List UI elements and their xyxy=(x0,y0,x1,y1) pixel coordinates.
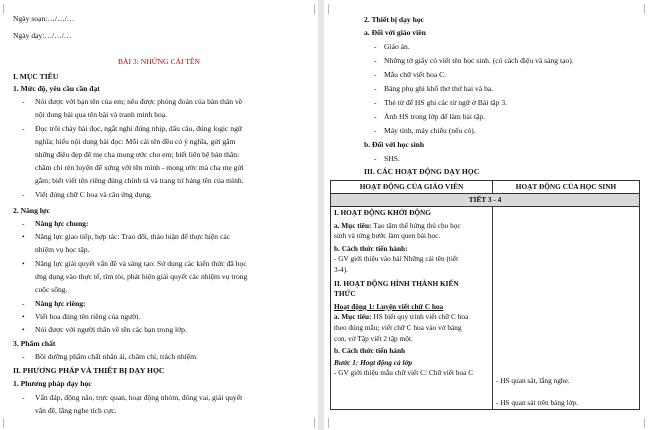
procedure-text: - GV giới thiệu vào bài Những cái tên (tiết xyxy=(334,254,459,264)
date-compose: Ngày soạn:…/…/… xyxy=(13,14,75,23)
objective-1-line: nội dung bài qua tên bài và tranh minh hoạ. xyxy=(35,110,168,119)
crop-mark xyxy=(636,4,645,14)
activity-knowledge-title-cont: THỨC xyxy=(334,289,356,299)
step-1-text: - GV giới thiệu mẫu chữ viết C: Chữ viết hoa C xyxy=(334,368,474,378)
objective-2-line: Đọc trôi chảy bài đọc, ngắt nghỉ đúng nhịp, dấu câu, đúng logic ngữ xyxy=(35,124,242,133)
header-teacher-activity: HOẠT ĐỘNG CỦA GIÁO VIÊN xyxy=(331,181,493,194)
general-competence-title: Năng lực chung: xyxy=(35,219,89,228)
crop-mark xyxy=(328,418,337,428)
crop-mark xyxy=(306,418,315,428)
subsection-teaching-method: 1. Phương pháp dạy học xyxy=(13,379,92,388)
activity-startup-title: I. HOẠT ĐỘNG KHỞI ĐỘNG xyxy=(334,208,431,217)
table-header-row xyxy=(331,181,640,194)
activity-knowledge-title: II. HOẠT ĐỘNG HÌNH THÀNH KIẾN xyxy=(334,278,459,288)
goal-text-cont: sinh và từng bước làm quen bài học. xyxy=(334,231,441,241)
teacher-equipment-item: Ảnh HS trong lớp để làm bài tập. xyxy=(384,112,486,121)
crop-mark xyxy=(306,4,315,14)
objective-2-line: nghĩa; hiểu nội dung bài đọc: Mỗi cái tên đều có ý nghĩa, gửi gắm xyxy=(35,137,236,146)
specific-competence-title: Năng lực riêng: xyxy=(35,299,86,308)
general-competence-2: Năng lực giải quyết vấn đề và sáng tạo: Sử dụng các kiến thức đã học xyxy=(35,259,247,268)
goal-text: Tạo tâm thế hứng thú cho học xyxy=(371,220,461,230)
teacher-equipment-item: Bảng phụ ghi khổ thơ thứ hai và ba. xyxy=(384,84,494,93)
teacher-equipment-title: a. Đối với giáo viên xyxy=(364,28,426,37)
crop-mark xyxy=(3,4,12,14)
period-label: TIẾT 3 - 4 xyxy=(331,194,640,207)
goal-label: a. Mục tiêu: xyxy=(334,220,372,230)
crop-mark xyxy=(636,418,645,428)
lesson-title: BÀI 3: NHỮNG CÁI TÊN xyxy=(117,57,201,66)
section-activities: III. CÁC HOẠT ĐỘNG DẠY HỌC xyxy=(364,167,480,176)
method-item: vấn đề, lắng nghe tích cực. xyxy=(35,406,117,415)
student-equipment-title: b. Đối với học sinh xyxy=(364,140,425,149)
subsection-quality: 3. Phẩm chất xyxy=(13,339,56,348)
goal-text-cont: theo đúng mẫu; viết chữ C hoa vào vở bảng xyxy=(334,322,462,332)
table-row xyxy=(331,207,640,410)
specific-competence-1: Viết hoa đúng tên riêng của người. xyxy=(35,312,141,321)
subsection-competence: 2. Năng lực xyxy=(13,206,50,215)
header-student-activity: HOẠT ĐỘNG CỦA HỌC SINH xyxy=(493,181,640,194)
teacher-equipment-item: Những tờ giấy có viết tên học sinh. (có cách điệu và sáng tạo). xyxy=(384,56,574,65)
general-competence-2: ứng dụng vào thực tế, tìm tòi, phát hiện giải quyết các nhiệm vụ trong xyxy=(35,272,248,281)
date-teach: Ngày dạy:…/…/… xyxy=(13,31,72,40)
general-competence-2: cuộc sống. xyxy=(35,285,68,294)
goal-text-cont: con, vở Tập viết 2 tập một. xyxy=(334,333,413,343)
objective-1-line: Nói được với bạn tên của em; nêu được phỏng đoán của bản thân về xyxy=(35,97,243,106)
subsection-requirements: 1. Mức độ, yêu cầu cần đạt xyxy=(13,84,100,93)
procedure-label: b. Cách thức tiến hành: xyxy=(334,243,408,253)
section-objectives: I. MỤC TIÊU xyxy=(13,72,59,81)
step-1-title: Bước 1: Hoạt động cả lớp xyxy=(334,357,413,367)
teacher-equipment-item: Giáo án. xyxy=(384,42,410,51)
method-item: Vấn đáp, động não, trực quan, hoạt động nhóm, đóng vai, giải quyết xyxy=(35,393,243,402)
teacher-equipment-item: Thẻ từ để HS ghi các từ ngữ ở Bài tập 3. xyxy=(384,98,508,107)
specific-competence-2: Nói được với người thân về tên các bạn trong lớp. xyxy=(35,325,187,334)
objective-2-line: những điều đẹp đẽ mẹ cha mong ước cho em; biết liên hệ bản thân: xyxy=(35,150,240,159)
objective-2-line: gắm; biết viết tên riêng đúng chính tả và trang trí bảng tên của mình. xyxy=(35,176,244,185)
goal-text: HS biết quy trình viết chữ C hoa xyxy=(371,312,469,322)
document-page-left: Ngày soạn:…/…/… Ngày dạy:…/…/… BÀI 3: NHỮNG CÁI TÊN I. MỤC TIÊU 1. Mức độ, yêu cầu cần đạt - Nói được với bạn tên của em; nêu được phỏng đoán của bản thân về nội dung bài qua tên bài và tranh minh hoạ. - Đọc trôi chảy bài đọc, ngắt nghỉ đúng nhịp, dấu câu, đúng logic ngữ nghĩa; hiểu nội dung bài đọc: Mỗi cái tên đều có ý nghĩa, gửi gắm những điều đẹp đẽ mẹ cha mong ước cho em; biết liên hệ bản thân: chăm chỉ rèn luyện để xứng với tên mình - mong ước mà cha mẹ gửi gắm; biết viết tên riêng đúng chính tả và trang trí bảng tên của mình. - Viết đúng chữ C hoa và câu ứng dụng. 2. Năng lực - Năng lực chung: • Năng lực giao tiếp, hợp tác: Trao đổi, thảo luận để thực hiện các nhiệm vụ học tập. • Năng lực giải quyết vấn đề và sáng tạo: Sử dụng các kiến thức đã học ứng dụng vào thực tế, tìm tòi, phát hiện giải quyết các nhiệm vụ trong cuộc sống. - Năng lực riêng: • Viết hoa đúng tên riêng của người. • Nói được với người thân về tên các bạn trong lớp. 3. Phẩm chất - Bồi dưỡng phẩm chất nhân ái, chăm chỉ, trách nhiệm. II. PHƯƠNG PHÁP VÀ THIẾT BỊ DẠY HỌC 1. Phương pháp dạy học - Vấn đáp, động não, trực quan, hoạt động nhóm, đóng vai, giải quyết vấn đề, lắng nghe tích cực. xyxy=(0,0,318,430)
teacher-equipment-item: Máy tính, máy chiếu (nếu có). xyxy=(384,126,476,135)
crop-mark xyxy=(3,418,12,428)
section-methods: II. PHƯƠNG PHÁP VÀ THIẾT BỊ DẠY HỌC xyxy=(13,366,165,375)
goal-label: a. Mục tiêu: xyxy=(334,312,372,322)
student-activity-observe: - HS quan sát, lắng nghe. xyxy=(496,376,570,385)
document-page-right: 2. Thiết bị dạy học a. Đối với giáo viên - Giáo án. - Những tờ giấy có viết tên học sinh. (có cách điệu và sáng tạo). - Mẫu chữ viết hoa C. - Bảng phụ ghi khổ thơ thứ hai và ba. - Thẻ từ để HS ghi các từ ngữ ở Bài tập 3. - Ảnh HS trong lớp để làm bài tập. - Máy tính, máy chiếu (nếu có). b. Đối với học sinh - SHS. III. CÁC HOẠT ĐỘNG DẠY HỌC HOẠT ĐỘNG CỦA GIÁO VIÊN HOẠT ĐỘNG CỦA HỌC SINH TIẾT 3 - 4 I. HOẠT ĐỘNG KHỞI ĐỘNG a. Mục tiêu: Tạo tâm thế hứng thú cho học sinh và từng bước làm quen bài học. b. Cách thức tiến hành: - GV giới thiệu vào bài Những cái tên (tiết 3-4). II. HOẠT ĐỘNG HÌNH THÀNH KIẾN THỨC Hoạt động 1: Luyện viết chữ C hoa a. Mục tiêu: HS biết quy trình viết chữ C hoa theo đúng mẫu; viết chữ C hoa vào vở bảng con, vở Tập viết 2 tập một. b. Cách thức tiến hành Bước 1: Hoạt động cả lớp - GV giới thiệu mẫu chữ viết C: Chữ viết hoa C - HS quan sát, lắng nghe. - HS quan sát trên bảng lớp. xyxy=(324,0,650,430)
procedure-label: b. Cách thức tiến hành xyxy=(334,346,406,356)
table-row xyxy=(331,194,640,207)
objective-3: Viết đúng chữ C hoa và câu ứng dụng. xyxy=(35,190,152,199)
procedure-text-cont: 3-4). xyxy=(334,264,348,274)
teacher-activity-cell xyxy=(331,207,493,410)
student-equipment-item: SHS. xyxy=(384,154,400,163)
equipment-title: 2. Thiết bị dạy học xyxy=(364,15,424,24)
student-activity-observe-board: - HS quan sát trên bảng lớp. xyxy=(496,397,578,407)
teacher-equipment-item: Mẫu chữ viết hoa C. xyxy=(384,70,447,79)
quality-item: Bồi dưỡng phẩm chất nhân ái, chăm chỉ, trách nhiệm. xyxy=(35,352,198,361)
student-activity-cell xyxy=(493,207,640,410)
objective-2-line: chăm chỉ rèn luyện để xứng với tên mình - mong ước mà cha mẹ gửi xyxy=(35,163,244,172)
lesson-activities-table xyxy=(330,180,640,410)
general-competence-1: nhiệm vụ học tập. xyxy=(35,245,90,254)
crop-mark xyxy=(328,4,337,14)
general-competence-1: Năng lực giao tiếp, hợp tác: Trao đổi, thảo luận để thực hiện các xyxy=(35,232,231,241)
activity-1-title: Hoạt động 1: Luyện viết chữ C hoa xyxy=(334,301,444,311)
